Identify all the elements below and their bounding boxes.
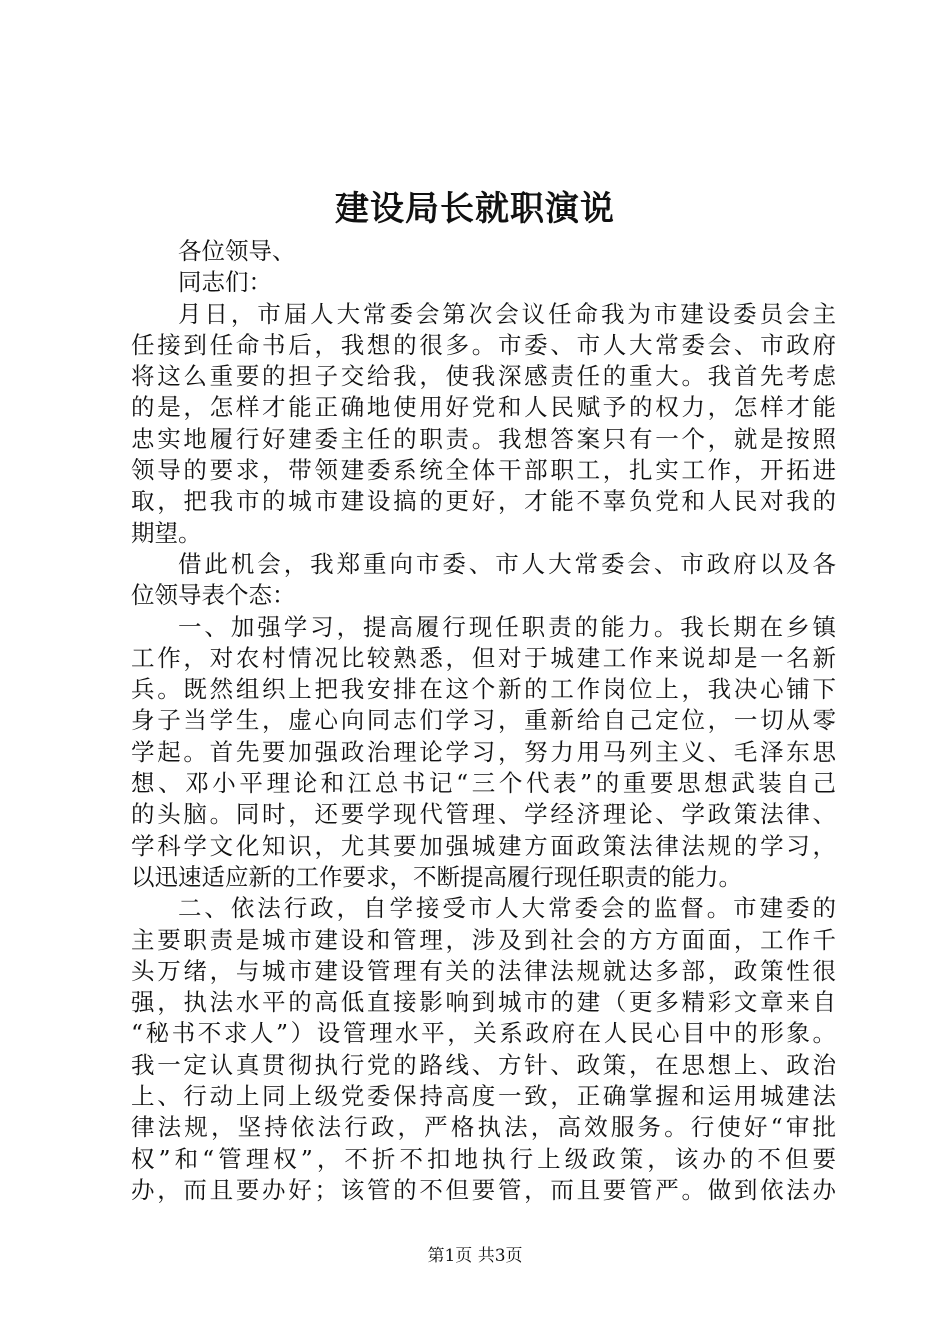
text-line: “秘书不求人”）设管理水平，关系政府在人民心目中的形象。 bbox=[131, 1019, 836, 1048]
text-line: 忠实地履行好建委主任的职责。我想答案只有一个，就是按照 bbox=[131, 424, 836, 453]
text-line: 取，把我市的城市建设搞的更好，才能不辜负党和人民对我的 bbox=[131, 487, 836, 516]
document-title: 建设局长就职演说 bbox=[335, 189, 615, 229]
text-line: 学科学文化知识，尤其要加强城建方面政策法律法规的学习， bbox=[131, 831, 836, 860]
document-body bbox=[131, 236, 836, 1206]
text-line: 位领导表个态： bbox=[131, 581, 296, 610]
text-line: 头万绪，与城市建设管理有关的法律法规就达多部，政策性很 bbox=[131, 956, 836, 985]
text-line: 借此机会，我郑重向市委、市人大常委会、市政府以及各 bbox=[178, 549, 836, 578]
text-line: 领导的要求，带领建委系统全体干部职工，扎实工作，开拓进 bbox=[131, 456, 836, 485]
text-line: 各位领导、 bbox=[178, 237, 296, 265]
text-line: 兵。既然组织上把我安排在这个新的工作岗位上，我决心铺下 bbox=[131, 675, 836, 704]
text-line: 任接到任命书后，我想的很多。市委、市人大常委会、市政府 bbox=[131, 330, 836, 359]
text-line: 工作，对农村情况比较熟悉，但对于城建工作来说却是一名新 bbox=[131, 643, 836, 672]
text-line: 一、加强学习，提高履行现任职责的能力。我长期在乡镇 bbox=[178, 612, 836, 641]
text-line: 律法规，坚持依法行政，严格执法，高效服务。行使好“审批 bbox=[131, 1113, 836, 1142]
text-line: 权”和“管理权”，不折不扣地执行上级政策，该办的不但要 bbox=[131, 1144, 836, 1173]
text-line: 以迅速适应新的工作要求，不断提高履行现任职责的能力。 bbox=[131, 862, 742, 891]
text-line: 将这么重要的担子交给我，使我深感责任的重大。我首先考虑 bbox=[131, 362, 836, 391]
text-line: 月日，市届人大常委会第次会议任命我为市建设委员会主 bbox=[178, 299, 836, 328]
text-line: 的是，怎样才能正确地使用好党和人民赋予的权力，怎样才能 bbox=[131, 393, 836, 422]
text-line: 主要职责是城市建设和管理，涉及到社会的方方面面，工作千 bbox=[131, 925, 836, 954]
text-line: 上、行动上同上级党委保持高度一致，正确掌握和运用城建法 bbox=[131, 1082, 836, 1111]
text-line: 同志们： bbox=[178, 268, 272, 297]
text-line: 我一定认真贯彻执行党的路线、方针、政策，在思想上、政治 bbox=[131, 1050, 836, 1079]
text-line: 二、依法行政，自学接受市人大常委会的监督。市建委的 bbox=[178, 894, 836, 923]
text-line: 期望。 bbox=[131, 518, 202, 547]
text-line: 的头脑。同时，还要学现代管理、学经济理论、学政策法律、 bbox=[131, 800, 836, 829]
text-line: 想、邓小平理论和江总书记“三个代表”的重要思想武装自己 bbox=[131, 769, 836, 798]
text-line: 办，而且要办好；该管的不但要管，而且要管严。做到依法办 bbox=[131, 1175, 836, 1204]
text-line: 学起。首先要加强政治理论学习，努力用马列主义、毛泽东思 bbox=[131, 737, 836, 766]
page-footer: 第1页 共3页 bbox=[427, 1246, 523, 1266]
text-line: 强，执法水平的高低直接影响到城市的建（更多精彩文章来自 bbox=[131, 988, 836, 1017]
text-line: 身子当学生，虚心向同志们学习，重新给自己定位，一切从零 bbox=[131, 706, 836, 735]
